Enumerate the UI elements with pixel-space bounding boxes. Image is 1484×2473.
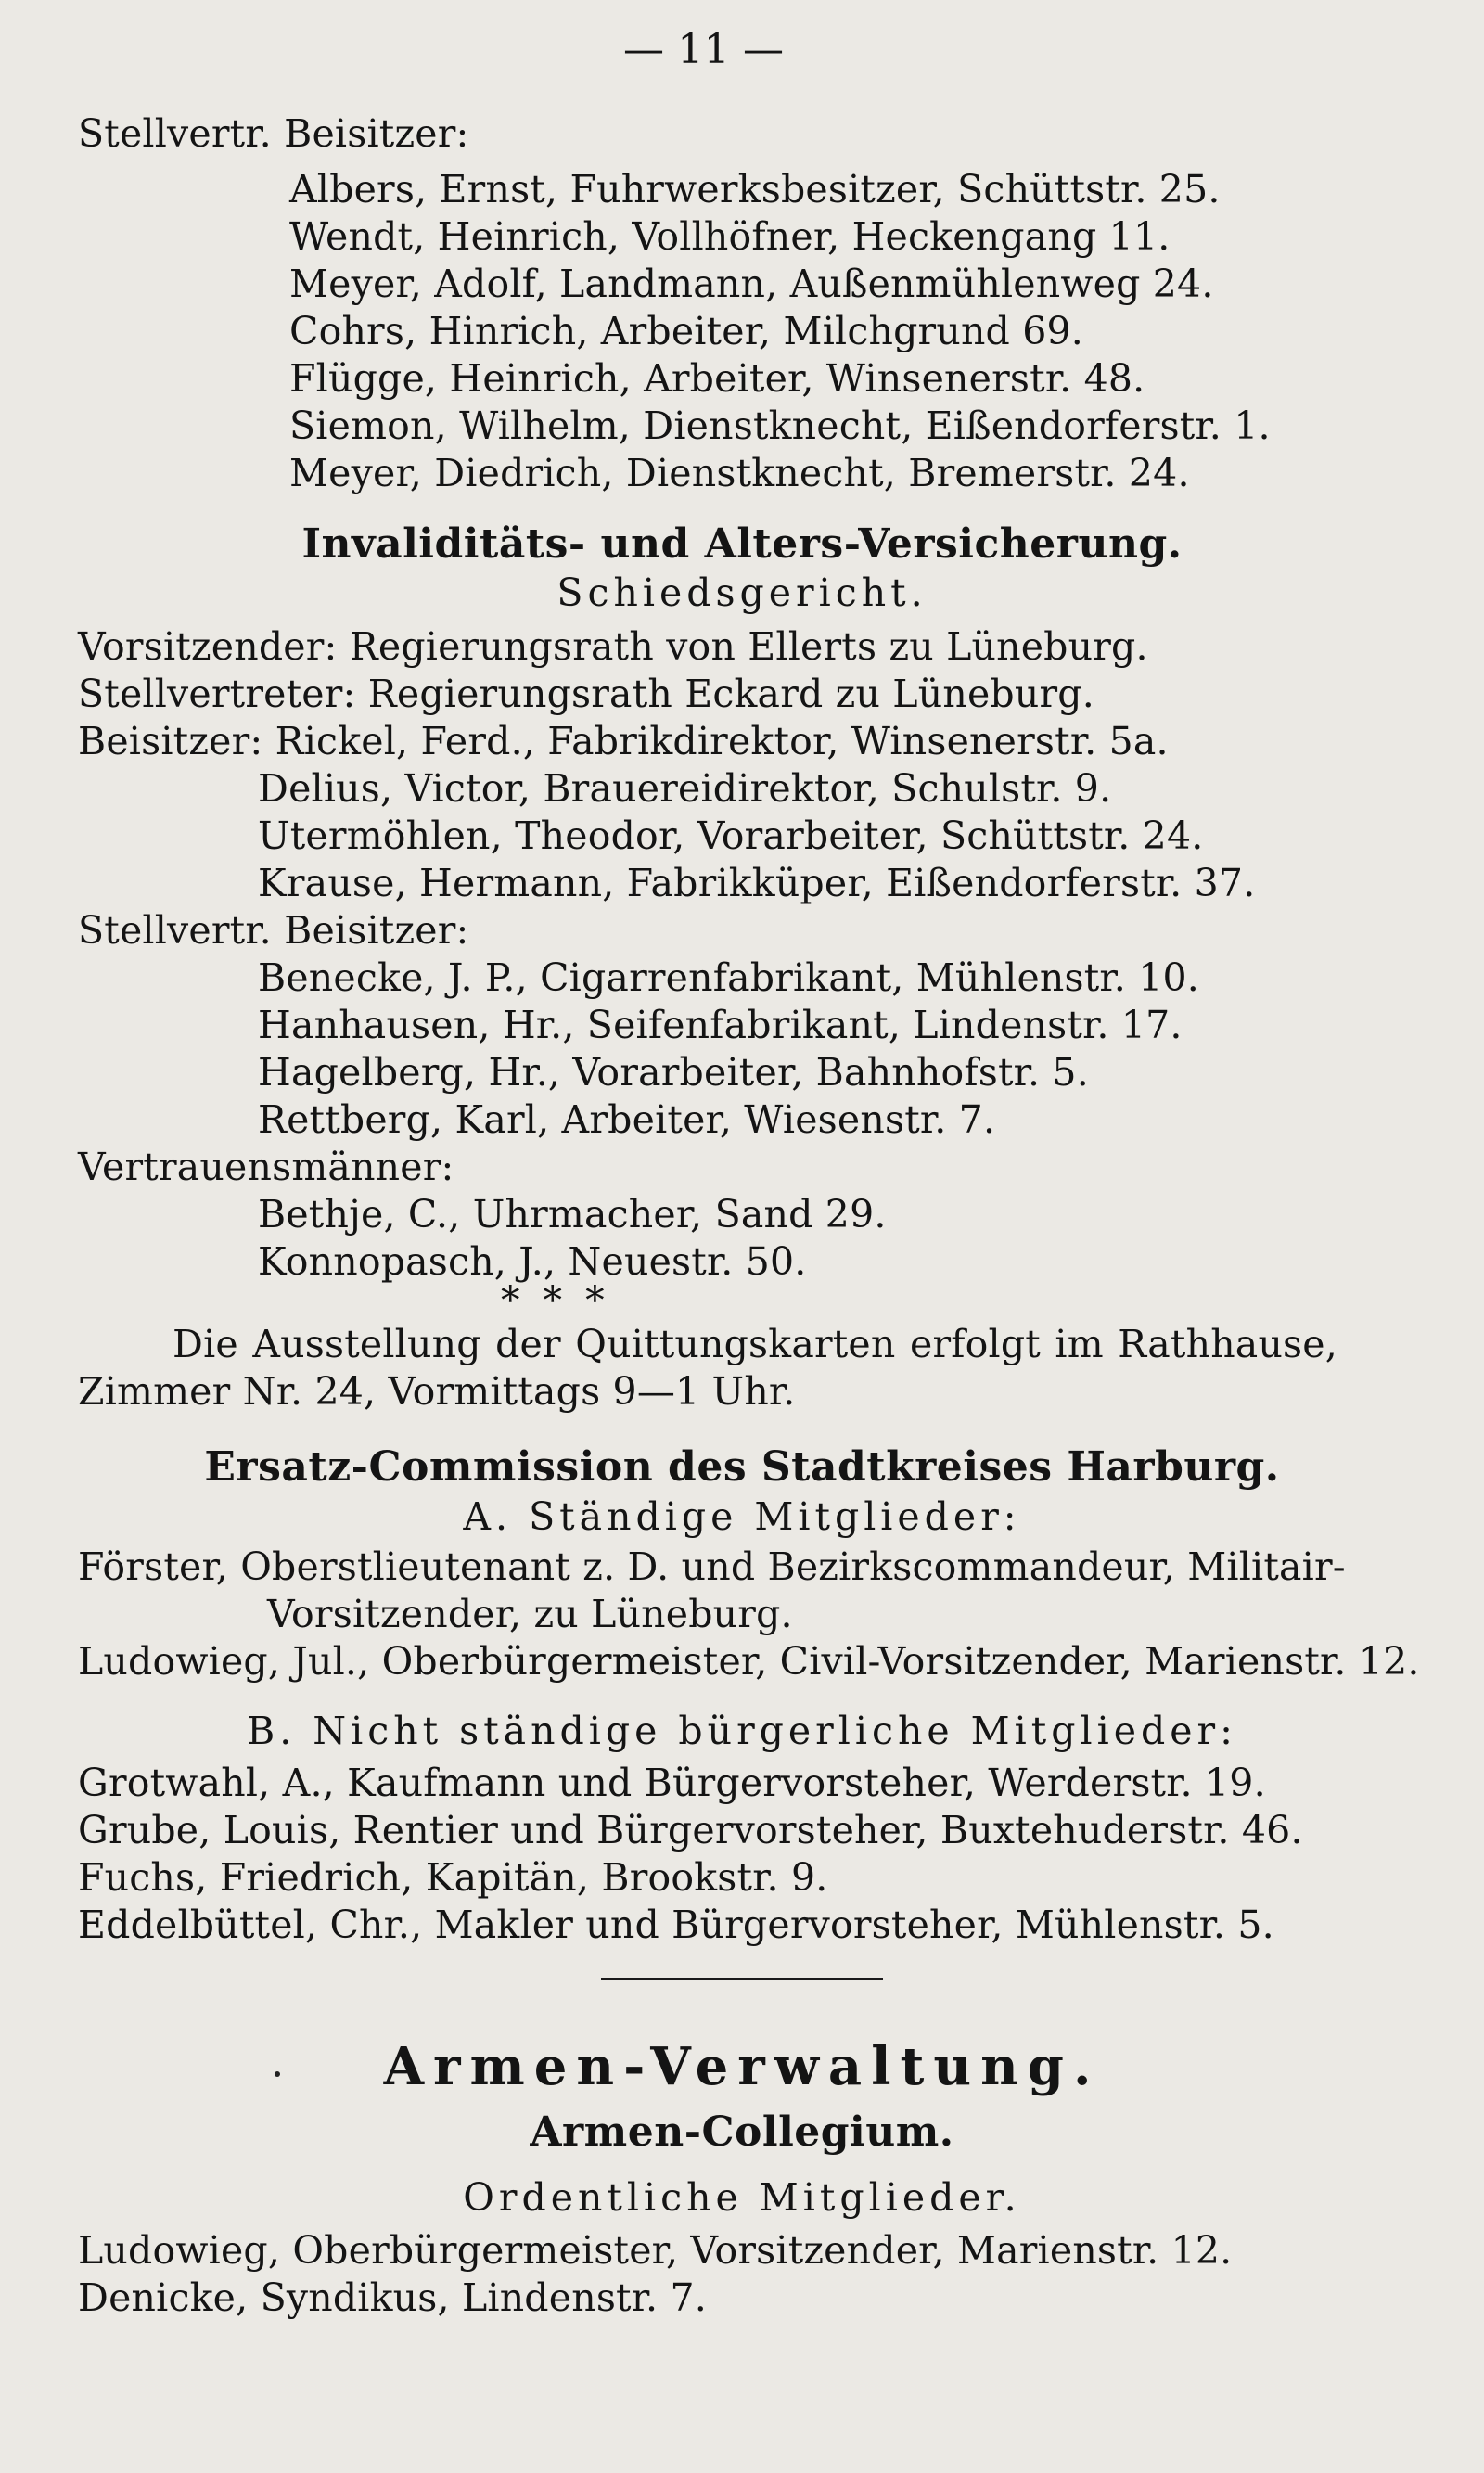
list-item: Hagelberg, Hr., Vorarbeiter, Bahnhofstr. 5. [258,1050,1089,1095]
subheading-staendige: A. Ständige Mitglieder: [463,1494,1021,1539]
section-title-invaliditaet: Invaliditäts- und Alters-Versicherung. [301,520,1183,568]
list-item: Krause, Hermann, Fabrikküper, Eißendorferstr. 37. [258,861,1256,905]
list-item: Grube, Louis, Rentier und Bürgervorsteher, Buxtehuderstr. 46. [78,1808,1303,1852]
list-item: Meyer, Adolf, Landmann, Außenmühlenweg 24. [289,262,1214,306]
list-item: Wendt, Heinrich, Vollhöfner, Heckengang 11. [289,214,1171,259]
asterism: * * * [501,1278,610,1323]
subheading-nicht-staendige: B. Nicht ständige bürgerliche Mitglieder: [247,1709,1237,1753]
section-subtitle-armen-collegium: Armen-Collegium. [530,2108,954,2156]
list-item: Grotwahl, A., Kaufmann und Bürgervorsteher, Werderstr. 19. [78,1761,1266,1805]
section-divider [601,1978,883,1980]
list-item: Meyer, Diedrich, Dienstknecht, Bremerstr. 24. [289,451,1190,495]
page-number: — 11 — [623,26,785,73]
list-item: Flügge, Heinrich, Arbeiter, Winsenerstr. 48. [289,356,1145,401]
list-item: Siemon, Wilhelm, Dienstknecht, Eißendorferstr. 1. [289,404,1271,448]
section-title-ersatz: Ersatz-Commission des Stadtkreises Harburg. [204,1443,1280,1491]
list-item: Benecke, J. P., Cigarrenfabrikant, Mühlenstr. 10. [258,955,1200,1000]
list-item: Utermöhlen, Theodor, Vorarbeiter, Schüttstr. 24. [258,814,1204,858]
note-line: Zimmer Nr. 24, Vormittags 9—1 Uhr. [78,1369,796,1414]
list-item: Eddelbüttel, Chr., Makler und Bürgervorsteher, Mühlenstr. 5. [78,1903,1274,1947]
list-item: Delius, Victor, Brauereidirektor, Schulstr. 9. [258,766,1112,811]
list-item: Rettberg, Karl, Arbeiter, Wiesenstr. 7. [258,1097,996,1142]
section-title-armen: Armen-Verwaltung. [383,2036,1101,2097]
beisitzer-line: Beisitzer: Rickel, Ferd., Fabrikdirektor, Winsenerstr. 5a. [78,719,1169,763]
list-item: Fuchs, Friedrich, Kapitän, Brookstr. 9. [78,1855,828,1900]
list-item-continuation: Vorsitzender, zu Lüneburg. [267,1592,793,1636]
stellvertreter-line: Stellvertreter: Regierungsrath Eckard zu Lüneburg. [78,672,1094,716]
list-item: Cohrs, Hinrich, Arbeiter, Milchgrund 69. [289,309,1084,353]
list-item: Denicke, Syndikus, Lindenstr. 7. [78,2275,708,2320]
list-item: Konnopasch, J., Neuestr. 50. [258,1239,807,1284]
list-item: Albers, Ernst, Fuhrwerksbesitzer, Schüttstr. 25. [289,167,1221,211]
note-line: Die Ausstellung der Quittungskarten erfolgt im Rathhause, [173,1322,1337,1366]
list-item: Bethje, C., Uhrmacher, Sand 29. [258,1192,887,1236]
list-item: Förster, Oberstlieutenant z. D. und Bezirkscommandeur, Militair- [78,1544,1346,1589]
subheading-ordentliche: Ordentliche Mitglieder. [463,2175,1021,2220]
section-subtitle-schiedsgericht: Schiedsgericht. [556,570,928,615]
list-item: Hanhausen, Hr., Seifenfabrikant, Lindenstr. 17. [258,1003,1183,1047]
list-item: Ludowieg, Oberbürgermeister, Vorsitzender, Marienstr. 12. [78,2228,1233,2273]
list-item: Ludowieg, Jul., Oberbürgermeister, Civil-Vorsitzender, Marienstr. 12. [78,1639,1420,1684]
stellv-beisitzer-heading: Stellvertr. Beisitzer: [78,908,469,953]
vorsitzender-line: Vorsitzender: Regierungsrath von Ellerts zu Lüneburg. [78,624,1148,669]
stellv-beisitzer-heading: Stellvertr. Beisitzer: [78,111,469,156]
vertrauensmaenner-heading: Vertrauensmänner: [78,1145,454,1189]
